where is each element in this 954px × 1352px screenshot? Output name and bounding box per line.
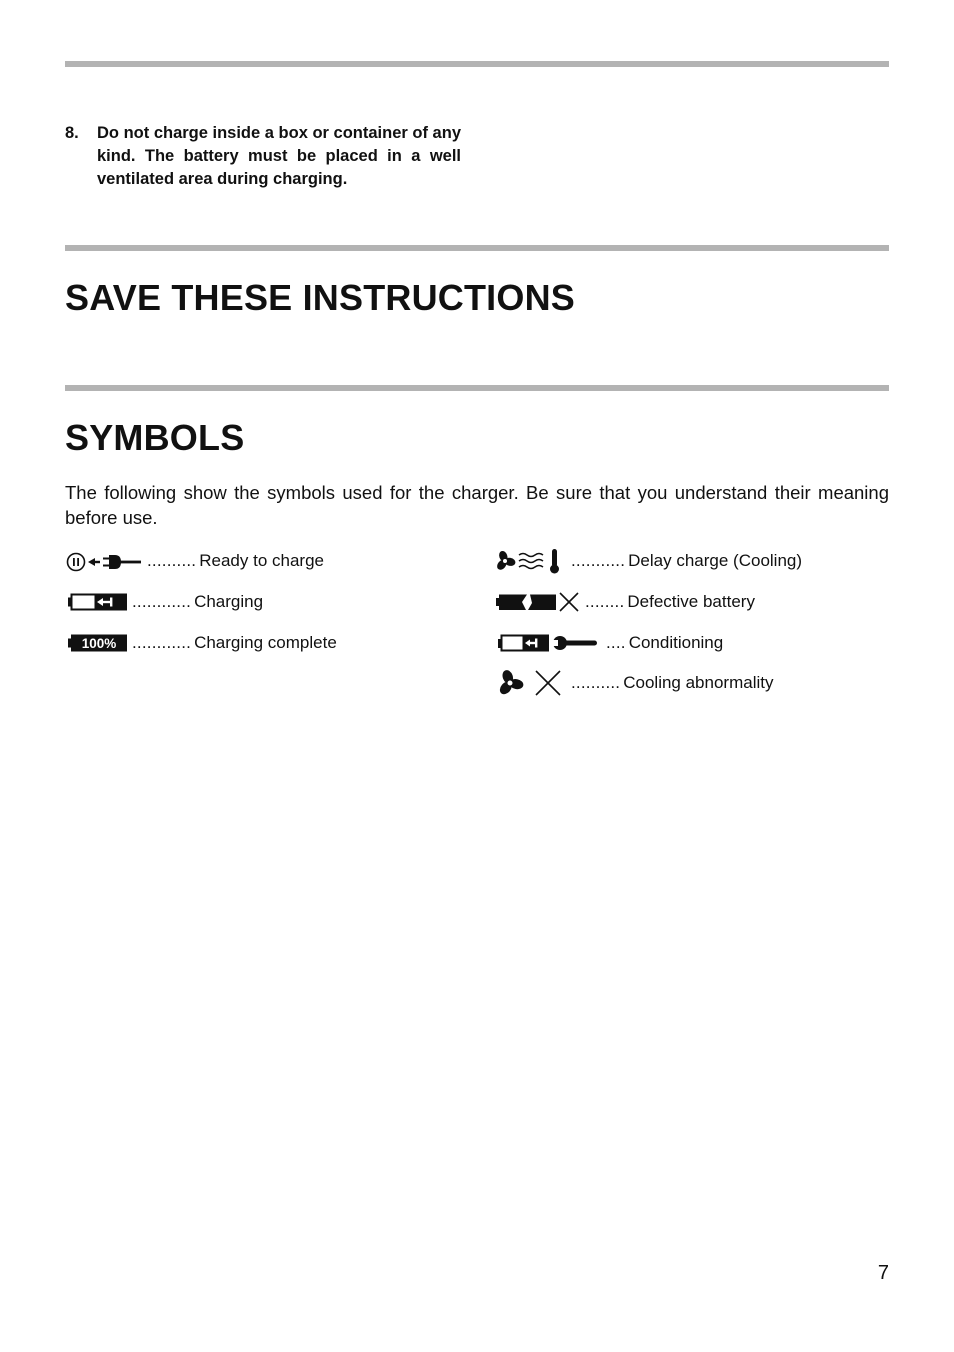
plug-icon	[65, 549, 143, 573]
cross-icon	[560, 593, 578, 611]
symbol-row-cooling-abnormal: .......... Cooling abnormality	[494, 671, 773, 695]
battery-full-badge: 100%	[81, 636, 117, 651]
section-rule-save	[65, 245, 889, 251]
label-conditioning: Conditioning	[628, 633, 724, 652]
symbol-row-defective: ........ Defective battery	[494, 590, 755, 614]
top-rule	[65, 61, 889, 67]
fan-icon	[497, 669, 524, 697]
symbols-intro: The following show the symbols used for the charger. Be sure that you understand their meaning before use.	[65, 482, 889, 528]
label-cooling-abnormal: Cooling abnormality	[623, 673, 774, 692]
label-ready: Ready to charge	[199, 551, 324, 570]
cross-icon	[536, 671, 560, 695]
safety-item-8	[65, 122, 461, 191]
heat-waves-icon	[519, 554, 543, 569]
fan-icon	[495, 550, 516, 572]
broken-battery-icon	[494, 590, 582, 614]
battery-charging-icon	[65, 590, 128, 614]
label-complete: Charging complete	[194, 633, 337, 652]
battery-full-icon	[65, 631, 128, 655]
section-rule-symbols	[65, 385, 889, 391]
label-delay: Delay charge (Cooling)	[628, 551, 803, 570]
wrench-icon	[550, 636, 597, 650]
label-charging: Charging	[194, 592, 264, 611]
save-instructions-heading: SAVE THESE INSTRUCTIONS	[65, 277, 575, 318]
symbol-row-conditioning: .... Conditioning	[494, 631, 723, 655]
item-text: Do not charge inside a box or container of any kind. The battery must be placed in a well ventilated area during charging.	[97, 124, 461, 188]
symbols-heading: SYMBOLS	[65, 417, 245, 458]
item-number: 8.	[65, 124, 79, 142]
symbol-row-delay: ........... Delay charge (Cooling)	[494, 549, 802, 573]
battery-wrench-icon	[494, 630, 602, 656]
symbol-row-ready: .......... Ready to charge	[65, 549, 324, 573]
page-number: 7	[877, 1262, 889, 1284]
fan-heat-thermometer-icon	[494, 548, 568, 574]
symbol-row-complete: 100% ............ Charging complete	[65, 631, 337, 655]
thermometer-icon	[550, 549, 559, 574]
label-defective: Defective battery	[627, 592, 755, 611]
symbol-row-charging: ............ Charging	[65, 590, 263, 614]
fan-cross-icon	[494, 669, 568, 697]
